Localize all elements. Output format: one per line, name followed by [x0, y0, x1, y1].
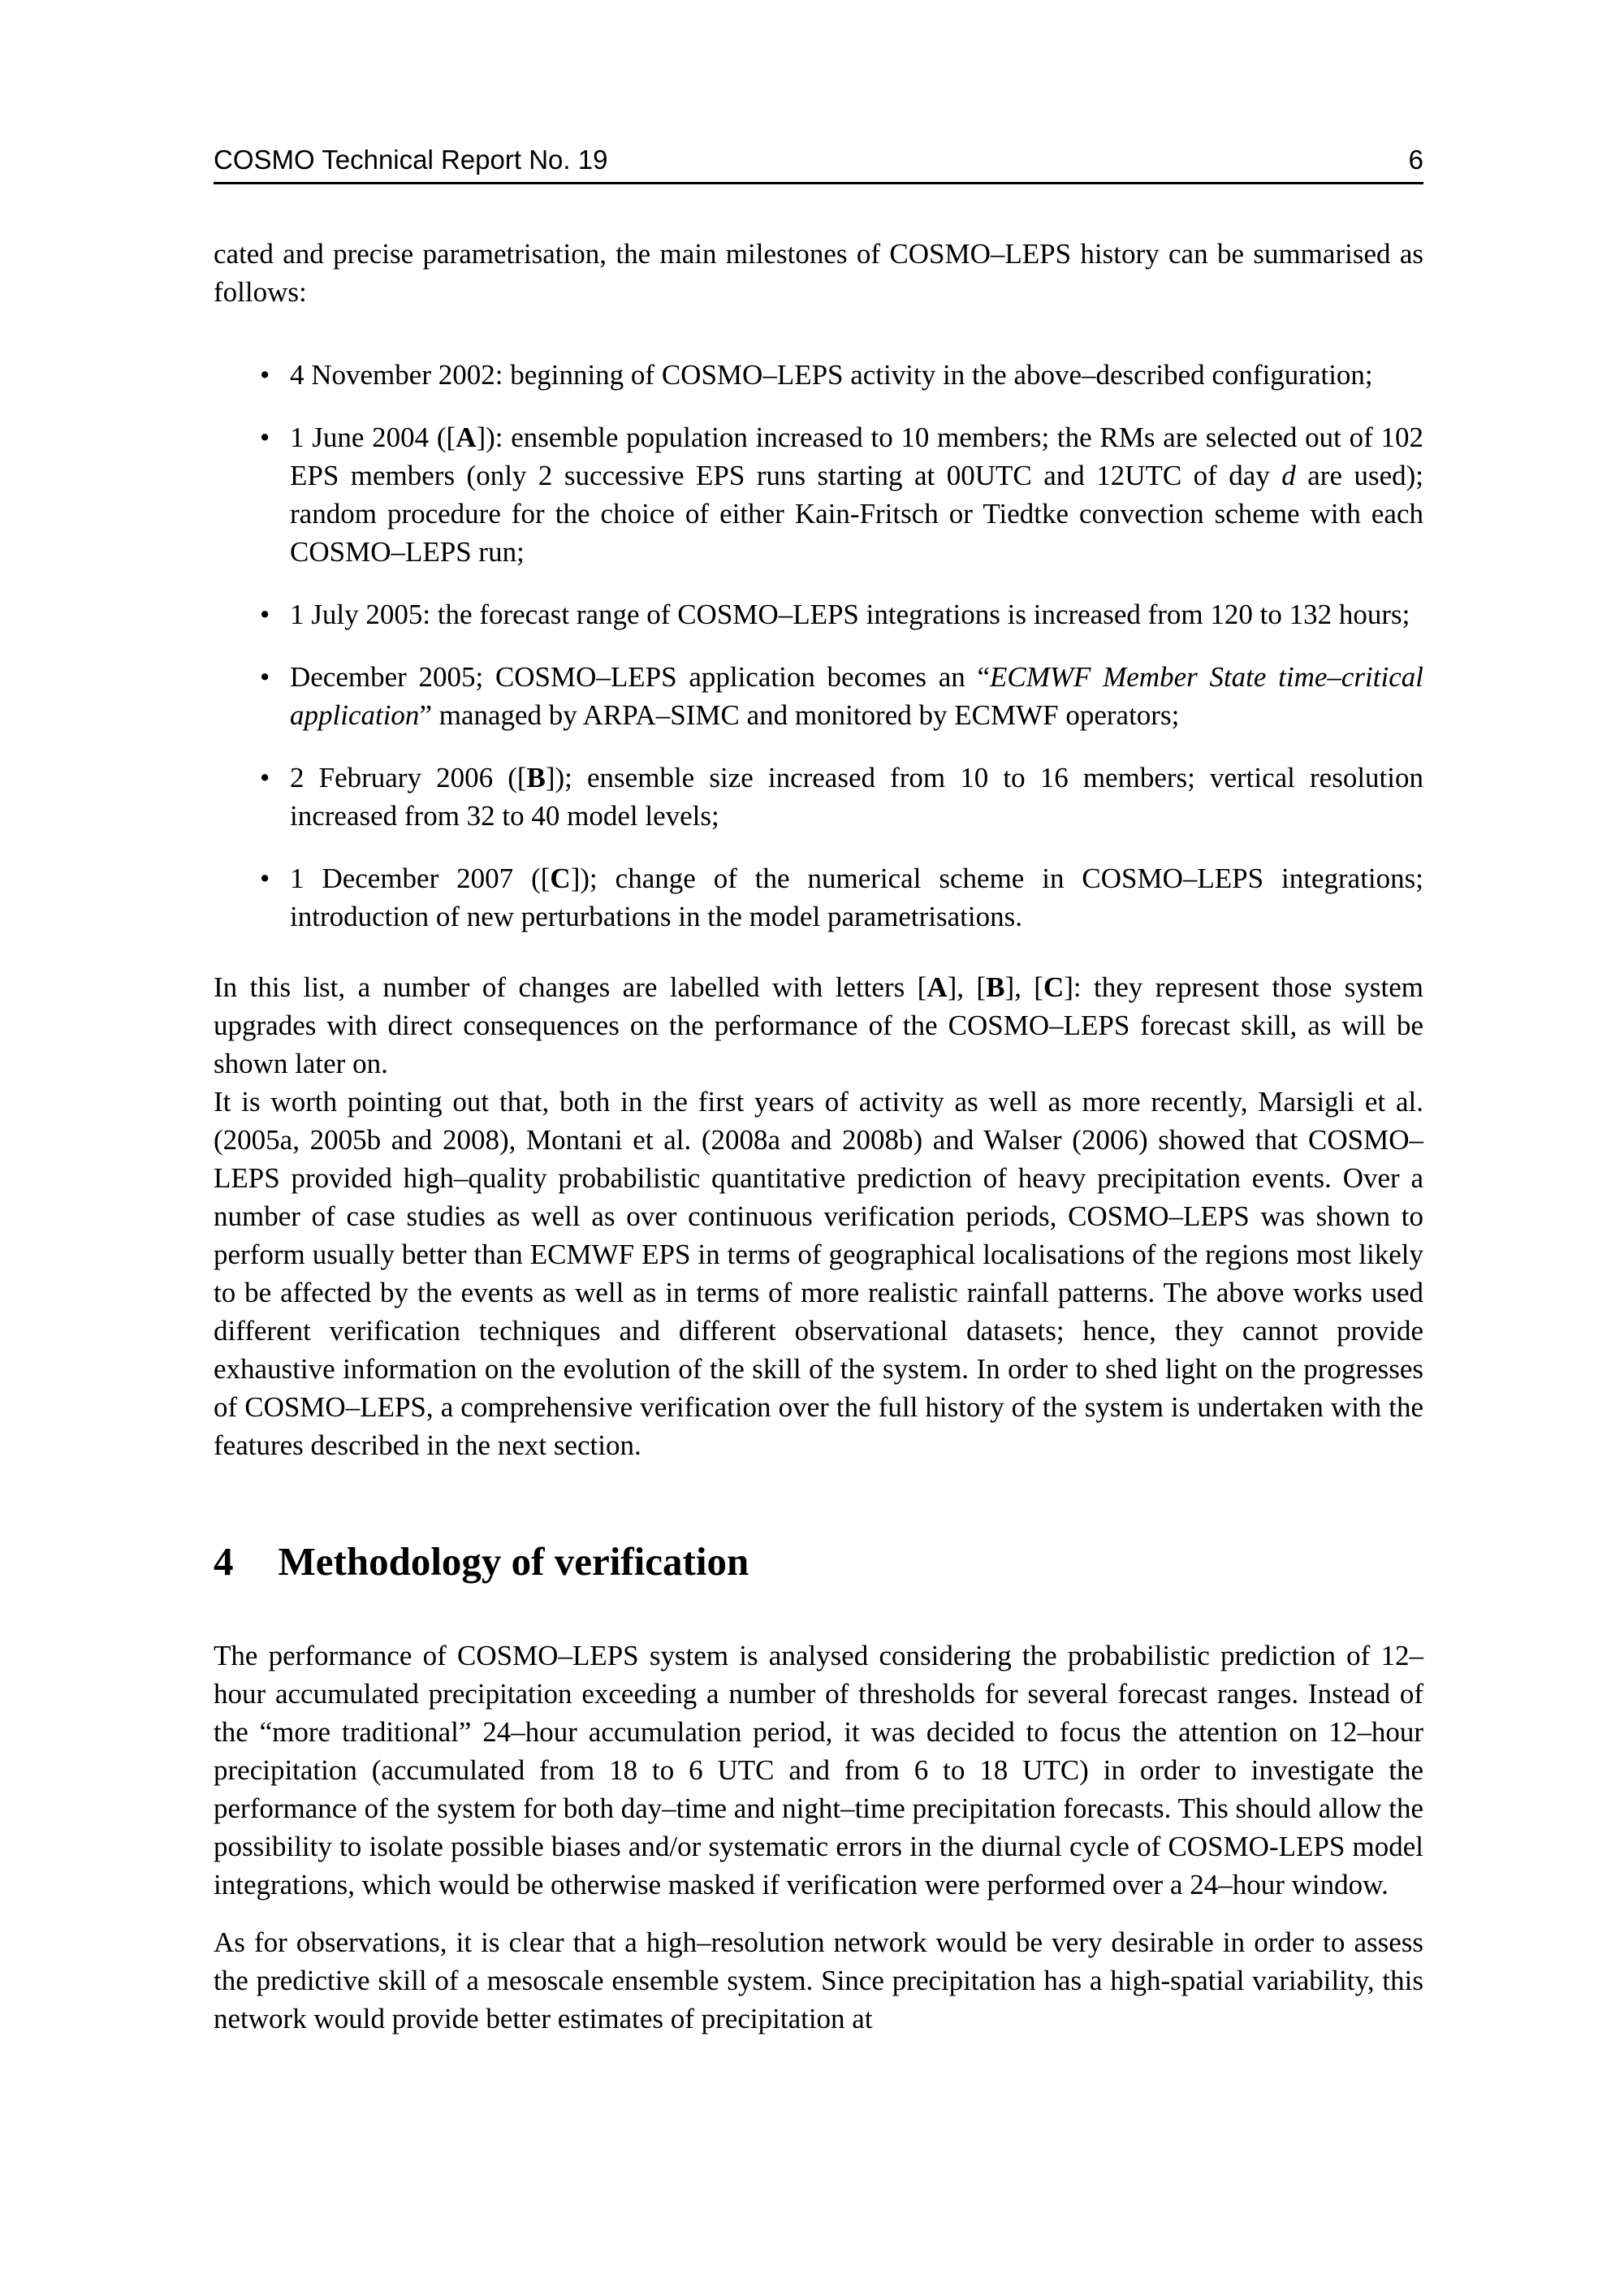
- milestones-list: [214, 356, 1423, 936]
- section-number: 4: [214, 1539, 234, 1584]
- list-item-text: 4 November 2002: beginning of COSMO–LEPS activity in the above–described configuration;: [290, 359, 1373, 391]
- page-header: [214, 145, 1423, 184]
- list-item: [214, 418, 1423, 571]
- bullet-icon: •: [260, 762, 270, 793]
- paragraph-labels-summary: In this list, a number of changes are labelled with letters [A], [B], [C]: they represent those system upgrades with direct consequences on the performance of the COSMO–LEPS forecast skill, as will be shown later on.: [214, 971, 1423, 1079]
- list-item: [214, 759, 1423, 835]
- running-head: COSMO Technical Report No. 19: [214, 145, 608, 175]
- page-number: 6: [1408, 145, 1423, 175]
- list-item: [214, 356, 1423, 394]
- list-item-text: 1 December 2007 ([C]); change of the numerical scheme in COSMO–LEPS integrations; introduction of new perturbations in the model parametrisations.: [290, 863, 1423, 932]
- section-heading: [214, 1539, 1423, 1585]
- bullet-icon: •: [260, 359, 270, 391]
- list-item-text: 2 February 2006 ([B]); ensemble size increased from 10 to 16 members; vertical resolution increased from 32 to 40 model levels;: [290, 762, 1424, 832]
- list-item: [214, 595, 1423, 633]
- list-item-text: December 2005; COSMO–LEPS application becomes an “ECMWF Member State time–critical application” managed by ARPA–SIMC and monitored by ECMWF operators;: [290, 661, 1423, 731]
- bullet-icon: •: [260, 863, 270, 894]
- list-item: [214, 658, 1423, 734]
- bullet-icon: •: [260, 599, 270, 630]
- bullet-icon: •: [260, 661, 270, 693]
- section-title: Methodology of verification: [278, 1539, 749, 1584]
- intro-paragraph: cated and precise parametrisation, the main milestones of COSMO–LEPS history can be summarised as follows:: [214, 238, 1423, 308]
- list-item-text: 1 July 2005: the forecast range of COSMO–LEPS integrations is increased from 120 to 132 hours;: [290, 599, 1410, 630]
- list-item: [214, 859, 1423, 936]
- paragraph-methodology-2: As for observations, it is clear that a high–resolution network would be very desirable in order to assess the predictive skill of a mesoscale ensemble system. Since precipitation has a high-spatial variability, this network would provide better estimates of precipitation at: [214, 1926, 1423, 2034]
- paragraph-verification-history: It is worth pointing out that, both in the first years of activity as well as more recently, Marsigli et al. (2005a, 2005b and 2008), Montani et al. (2008a and 2008b) and Walser (2006) showed that COSMO–LEPS provided high–quality probabilistic quantitative prediction of heavy precipitation events. Over a number of case studies as well as over continuous verification periods, COSMO–LEPS was shown to perform usually better than ECMWF EPS in terms of geographical localisations of the regions most likely to be affected by the events as well as in terms of more realistic rainfall patterns. The above works used different verification techniques and different observational datasets; hence, they cannot provide exhaustive information on the evolution of the skill of the system. In order to shed light on the progresses of COSMO–LEPS, a comprehensive verification over the full history of the system is undertaken with the features described in the next section.: [214, 1086, 1423, 1461]
- list-item-text: 1 June 2004 ([A]): ensemble population increased to 10 members; the RMs are selected out of 102 EPS members (only 2 successive EPS runs starting at 00UTC and 12UTC of day d are used); random procedure for the choice of either Kain-Fritsch or Tiedtke convection scheme with each COSMO–LEPS run;: [290, 422, 1424, 568]
- bullet-icon: •: [260, 422, 270, 453]
- paragraph-methodology-1: The performance of COSMO–LEPS system is analysed considering the probabilistic prediction of 12–hour accumulated precipitation exceeding a number of thresholds for several forecast ranges. Instead of the “more traditional” 24–hour accumulation period, it was decided to focus the attention on 12–hour precipitation (accumulated from 18 to 6 UTC and from 6 to 18 UTC) in order to investigate the performance of the system for both day–time and night–time precipitation forecasts. This should allow the possibility to isolate possible biases and/or systematic errors in the diurnal cycle of COSMO-LEPS model integrations, which would be otherwise masked if verification were performed over a 24–hour window.: [214, 1640, 1423, 1900]
